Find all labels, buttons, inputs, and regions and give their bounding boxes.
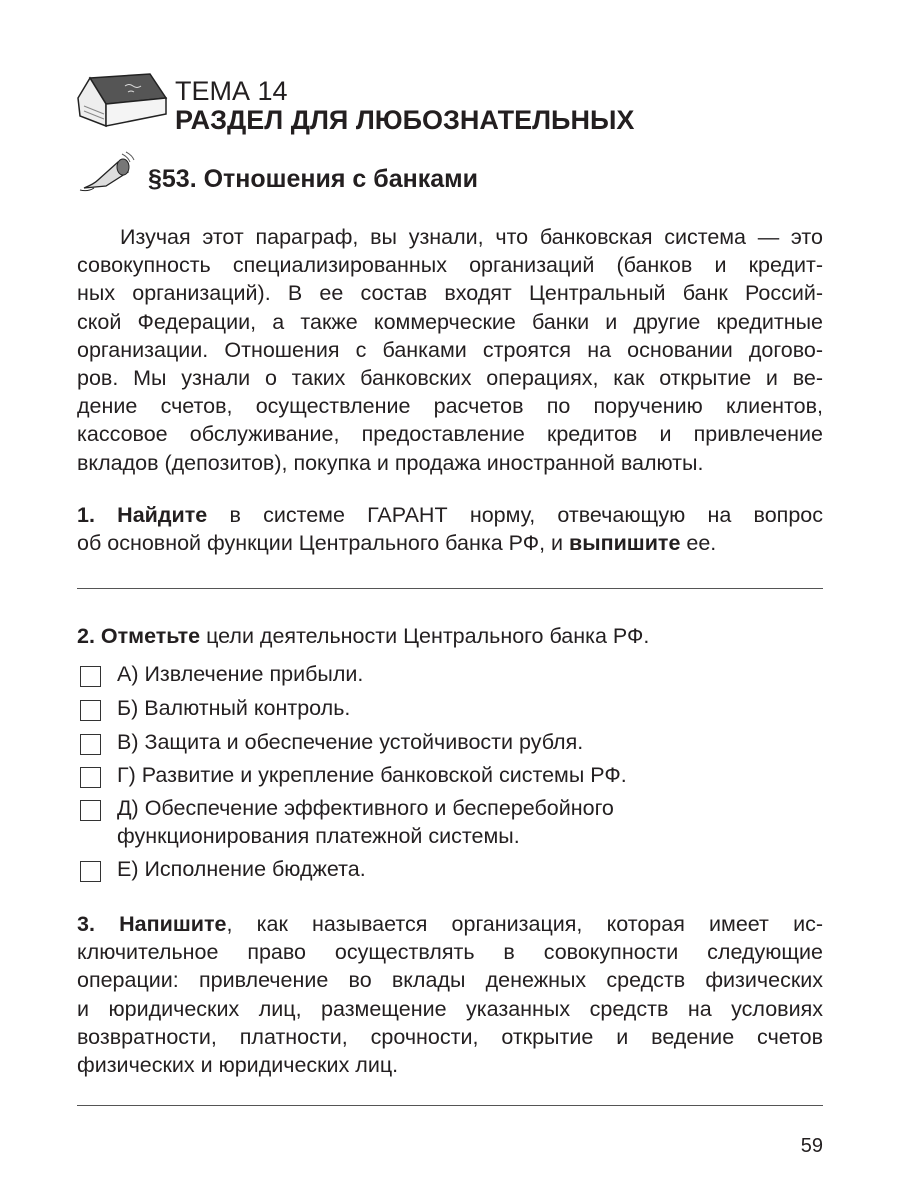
option-b[interactable] — [80, 697, 350, 722]
option-a[interactable] — [80, 663, 363, 688]
option-label: В) Защита и обеспечение устойчивости рубля. — [117, 730, 584, 754]
intro-line: дение счетов, осуществление расчетов по поручению клиентов, — [77, 394, 823, 419]
section-title: РАЗДЕЛ ДЛЯ ЛЮБОЗНАТЕЛЬНЫХ — [175, 105, 635, 135]
task-text: ключительное право осуществлять в совокупности следующие — [77, 940, 823, 965]
option-label: функционирования платежной системы. — [117, 824, 520, 848]
checkbox[interactable] — [80, 734, 101, 755]
task-2 — [77, 622, 823, 650]
intro-line: кассовое обслуживание, предоставление кредитов и привлечение — [77, 422, 823, 447]
answer-line-3[interactable] — [77, 1105, 823, 1106]
intro-line: организации. Отношения с банками строятся на основании догово- — [77, 337, 823, 362]
checkbox[interactable] — [80, 861, 101, 882]
task-text: возвратности, платности, срочности, открытие и ведение счетов — [77, 1024, 823, 1049]
task-text: в системе ГАРАНТ норму, отвечающую на вопрос — [207, 503, 823, 527]
task-1 — [77, 501, 823, 557]
checkbox[interactable] — [80, 767, 101, 788]
option-label: Б) Валютный контроль. — [117, 696, 351, 720]
option-label: Д) Обеспечение эффективного и бесперебойного — [117, 796, 614, 820]
task-text: об основной функции Центрального банка РФ, и — [77, 531, 570, 556]
answer-line-1[interactable] — [77, 588, 823, 589]
checkbox[interactable] — [80, 700, 101, 721]
intro-line: ров. Мы узнали о таких банковских операциях, как открытие и ве- — [77, 365, 823, 390]
option-d[interactable] — [80, 797, 614, 850]
option-v[interactable] — [80, 731, 583, 756]
task-text: физических и юридических лиц. — [77, 1052, 399, 1077]
task-text: ее. — [680, 531, 717, 556]
task-verb: Отметьте — [100, 624, 201, 648]
option-label: Е) Исполнение бюджета. — [117, 857, 366, 881]
task-verb: Напишите — [119, 912, 227, 936]
theme-number: ТЕМА 14 — [175, 76, 288, 106]
task-number: 2. — [77, 624, 95, 648]
task-number: 3. — [77, 912, 95, 936]
paragraph-title: §53. Отношения с банками — [148, 165, 478, 193]
checkbox[interactable] — [80, 800, 101, 821]
book-icon — [70, 68, 170, 130]
pencil-icon — [78, 150, 138, 195]
task-text: и юридических лиц, размещение указанных средств на условиях — [77, 996, 823, 1021]
option-label: Г) Развитие и укрепление банковской системы РФ. — [117, 763, 627, 787]
intro-line: совокупность специализированных организаций (банков и кредит- — [77, 253, 823, 278]
page-number: 59 — [800, 1135, 823, 1157]
option-label: А) Извлечение прибыли. — [117, 662, 364, 686]
option-e[interactable] — [80, 858, 366, 883]
task-number: 1. — [77, 503, 95, 527]
task-verb: выпишите — [569, 531, 681, 556]
intro-line: ской Федерации, а также коммерческие банки и другие кредитные — [77, 309, 823, 334]
task-3 — [77, 910, 823, 1079]
task-verb: Найдите — [117, 503, 208, 527]
intro-line: вкладов (депозитов), покупка и продажа иностранной валюты. — [77, 450, 704, 475]
intro-line: Изучая этот параграф, вы узнали, что банковская система — это — [120, 225, 823, 249]
task-text: цели деятельности Центрального банка РФ. — [200, 624, 650, 648]
task-text: операции: привлечение во вклады денежных средств физических — [77, 968, 823, 993]
intro-text — [77, 223, 823, 477]
option-g[interactable] — [80, 764, 627, 789]
task-text: , как называется организация, которая имеет ис- — [226, 912, 823, 936]
intro-line: ных организаций). В ее состав входят Центральный банк Россий- — [77, 281, 823, 306]
checkbox[interactable] — [80, 666, 101, 687]
